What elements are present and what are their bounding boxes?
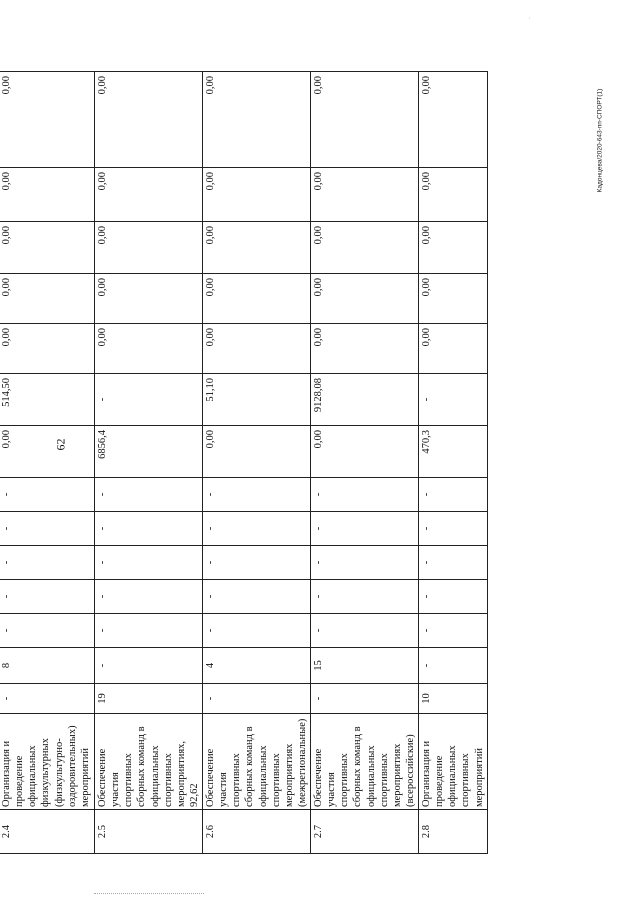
cell: - [95,614,203,648]
cell: - [95,478,203,512]
cell: - [311,684,419,714]
activity-name: Организация и проведение официальных спортивных мероприятий [419,714,488,810]
cell: - [0,684,95,714]
cell: 0,00 [311,222,419,274]
cell: - [0,512,95,546]
cell: 0,00 [95,72,203,168]
activity-name: Обеспечение участия спортивных сборных команд в официальных спортивных мероприятиях, 92,62 [95,714,203,810]
cell: - [0,478,95,512]
cell: - [95,648,203,684]
cell: 0,00 [311,426,419,478]
cell: - [419,614,488,648]
row-number: 2.7 [311,810,419,854]
cell: 0,00 [0,324,95,374]
cell: - [419,546,488,580]
activity-name: Обеспечение участия спортивных сборных команд в официальных спортивных мероприятиях (межрегиональные) [203,714,311,810]
cell: - [203,684,311,714]
cell: 4 [203,648,311,684]
row-number: 2.8 [419,810,488,854]
cell: - [0,546,95,580]
cell: - [311,512,419,546]
cell: - [203,614,311,648]
row-number: 2.5 [95,810,203,854]
cell: 0,00 [0,72,95,168]
cell: 0,00 [0,168,95,222]
cell: 8 [0,648,95,684]
cell: - [95,546,203,580]
cell: 0,00 [95,168,203,222]
table-row [0,72,95,854]
row-number: 2.6 [203,810,311,854]
cell: 0,00 [419,324,488,374]
cell: 0,00 [419,222,488,274]
cell: 0,00 [203,426,311,478]
cell: 0,00 [0,426,95,478]
table-row [203,72,311,854]
cell: - [419,580,488,614]
cell: - [311,580,419,614]
cell: 15 [311,648,419,684]
cell: 514,50 [0,374,95,426]
page-number: 62 [53,438,68,451]
cell: - [0,614,95,648]
cell: - [311,546,419,580]
activity-name: Обеспечение участия спортивных сборных команд в официальных спортивных мероприятиях (всероссийские) [311,714,419,810]
cell: - [419,478,488,512]
cell: - [95,580,203,614]
cell: 0,00 [95,324,203,374]
cell: 19 [95,684,203,714]
cell: 51,10 [203,374,311,426]
rotated-table-container [0,72,485,854]
cell: 0,00 [95,222,203,274]
cell: 0,00 [419,168,488,222]
cell: 0,00 [311,274,419,324]
cell: - [419,374,488,426]
cell: - [203,478,311,512]
footer-scan-line [94,893,204,894]
cell: - [203,546,311,580]
activity-name: Организация и проведение официальных физкультурных (физкультурно-оздоровительных) мероприятий [0,714,95,810]
cell: - [95,512,203,546]
file-code: Кадонцева/2020-643-пп-СПОРТ(1) [596,88,604,193]
cell: - [203,512,311,546]
table-row [419,72,488,854]
cell: 0,00 [419,72,488,168]
cell: 0,00 [203,324,311,374]
cell: 6856,4 [95,426,203,478]
cell: - [0,580,95,614]
cell: - [95,374,203,426]
cell: 0,00 [0,222,95,274]
cell: 9128,08 [311,374,419,426]
cell: 0,00 [311,72,419,168]
row-number: 2.4 [0,810,95,854]
cell: - [311,478,419,512]
scan-mark: · [528,14,531,23]
budget-table [0,71,488,854]
table-row [311,72,419,854]
cell: 0,00 [203,222,311,274]
cell: 10 [419,684,488,714]
cell: - [419,648,488,684]
cell: 0,00 [419,274,488,324]
cell: 0,00 [203,168,311,222]
cell: - [419,512,488,546]
cell: 0,00 [311,324,419,374]
cell: 0,00 [0,274,95,324]
cell: 0,00 [203,274,311,324]
table-row [95,72,203,854]
cell: 0,00 [311,168,419,222]
cell: 0,00 [203,72,311,168]
cell: 470,3 [419,426,488,478]
cell: - [203,580,311,614]
cell: 0,00 [95,274,203,324]
cell: - [311,614,419,648]
